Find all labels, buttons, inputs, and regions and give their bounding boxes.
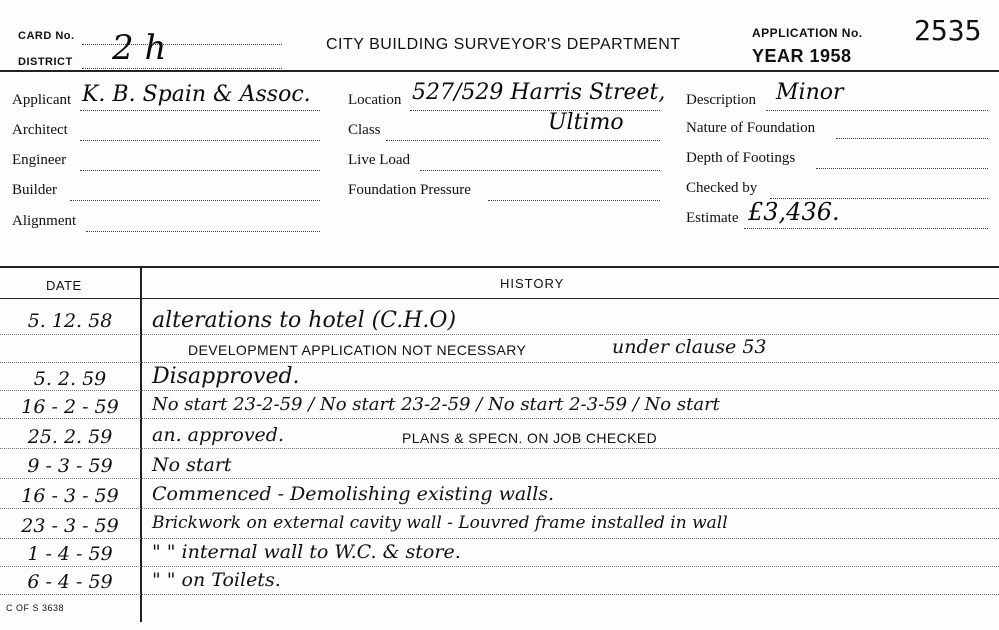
alignment-line bbox=[86, 231, 320, 232]
history-entry: " " internal wall to W.C. & store. bbox=[152, 541, 461, 563]
row-rule bbox=[0, 594, 999, 595]
header-rule bbox=[0, 70, 999, 72]
history-entry: alterations to hotel (C.H.O) bbox=[152, 308, 457, 333]
history-date: 16 - 2 - 59 bbox=[21, 396, 119, 418]
history-date: 1 - 4 - 59 bbox=[27, 543, 113, 565]
class-label: Class bbox=[348, 122, 381, 138]
row-rule bbox=[0, 566, 999, 567]
district-label: DISTRICT bbox=[18, 56, 73, 68]
history-date: 16 - 3 - 59 bbox=[21, 485, 119, 507]
history-date: 9 - 3 - 59 bbox=[27, 455, 113, 477]
description-line bbox=[766, 110, 988, 111]
engineer-line bbox=[80, 170, 320, 171]
alignment-label: Alignment bbox=[12, 213, 77, 229]
estimate-line bbox=[744, 228, 988, 229]
class-line bbox=[386, 140, 660, 141]
builder-label: Builder bbox=[12, 182, 57, 198]
history-stamp: DEVELOPMENT APPLICATION NOT NECESSARY bbox=[188, 342, 527, 358]
live-load-line bbox=[420, 170, 660, 171]
date-header: DATE bbox=[46, 278, 82, 293]
history-date: 5. 2. 59 bbox=[33, 368, 107, 390]
history-entry: under clause 53 bbox=[612, 336, 767, 358]
history-entry: No start 23-2-59 / No start 23-2-59 / No start 2-3-59 / No start bbox=[152, 394, 720, 415]
history-header-rule bbox=[0, 298, 999, 299]
history-entry: Disapproved. bbox=[152, 364, 300, 389]
history-entry: an. approved. bbox=[152, 424, 284, 446]
history-date: 23 - 3 - 59 bbox=[21, 515, 119, 537]
description-value: Minor bbox=[776, 80, 844, 105]
location-value-2: Ultimo bbox=[548, 110, 624, 135]
description-label: Description bbox=[686, 92, 756, 108]
row-rule bbox=[0, 334, 999, 335]
form-code: C OF S 3638 bbox=[6, 603, 65, 613]
applicant-line bbox=[80, 110, 320, 111]
location-label: Location bbox=[348, 92, 402, 108]
history-date: 6 - 4 - 59 bbox=[27, 571, 113, 593]
row-rule bbox=[0, 448, 999, 449]
live-load-label: Live Load bbox=[348, 152, 411, 168]
history-entry: " " on Toilets. bbox=[152, 569, 281, 591]
foundation-pressure-line bbox=[488, 200, 660, 201]
application-number: 2535 bbox=[914, 14, 982, 47]
row-rule bbox=[0, 508, 999, 509]
application-label: APPLICATION No. bbox=[752, 26, 863, 40]
row-rule bbox=[0, 362, 999, 363]
depth-of-footings-label: Depth of Footings bbox=[686, 150, 796, 166]
district-value: 2 h bbox=[112, 28, 167, 68]
history-entry: Commenced - Demolishing existing walls. bbox=[152, 483, 555, 505]
row-rule bbox=[0, 478, 999, 479]
history-entry: No start bbox=[152, 454, 232, 476]
department-title: CITY BUILDING SURVEYOR'S DEPARTMENT bbox=[326, 36, 681, 53]
architect-label: Architect bbox=[12, 122, 68, 138]
builder-line bbox=[70, 200, 320, 201]
card-no-label: CARD No. bbox=[18, 30, 75, 42]
row-rule bbox=[0, 390, 999, 391]
depth-line bbox=[816, 168, 988, 169]
engineer-label: Engineer bbox=[12, 152, 67, 168]
history-date: 25. 2. 59 bbox=[27, 426, 113, 448]
nature-line bbox=[836, 138, 988, 139]
architect-line bbox=[80, 140, 320, 141]
foundation-pressure-label: Foundation Pressure bbox=[348, 182, 471, 198]
estimate-value: £3,436. bbox=[748, 198, 840, 226]
checked-by-label: Checked by bbox=[686, 180, 758, 196]
nature-of-foundation-label: Nature of Foundation bbox=[686, 120, 816, 136]
history-stamp: PLANS & SPECN. ON JOB CHECKED bbox=[402, 430, 658, 446]
row-rule bbox=[0, 538, 999, 539]
district-line bbox=[82, 68, 282, 69]
applicant-value: K. B. Spain & Assoc. bbox=[82, 82, 311, 107]
history-entry: Brickwork on external cavity wall - Louvred frame installed in wall bbox=[152, 513, 728, 533]
row-rule bbox=[0, 418, 999, 419]
history-header: HISTORY bbox=[500, 276, 565, 291]
history-top-rule bbox=[0, 266, 999, 268]
location-value: 527/529 Harris Street, bbox=[412, 80, 666, 105]
applicant-label: Applicant bbox=[12, 92, 72, 108]
date-column-divider bbox=[140, 266, 142, 622]
history-date: 5. 12. 58 bbox=[27, 310, 113, 332]
estimate-label: Estimate bbox=[686, 210, 739, 226]
year-label: YEAR 1958 bbox=[752, 46, 852, 66]
